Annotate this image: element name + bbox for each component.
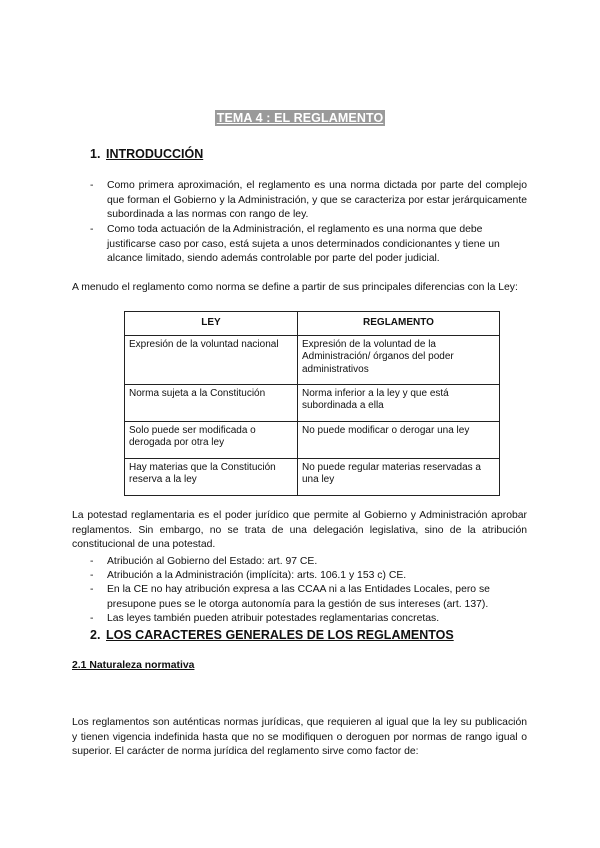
table-cell: Solo puede ser modificada o derogada por otra ley — [125, 421, 298, 458]
table-cell: Expresión de la voluntad de la Administración/ órganos del poder administrativos — [298, 335, 500, 384]
list-item — [90, 223, 527, 267]
table-row — [125, 335, 500, 384]
bullet-dash: - — [90, 556, 94, 567]
attribution-bullet-4: Las leyes también pueden atribuir potestades reglamentarias concretas. — [107, 613, 440, 624]
document-title-text: TEMA 4 : EL REGLAMENTO — [216, 111, 384, 125]
table-intro-paragraph: A menudo el reglamento como norma se define a partir de sus principales diferencias con la Ley: — [72, 282, 518, 293]
table-cell: Norma inferior a la ley y que está subordinada a ella — [298, 384, 500, 421]
naturaleza-paragraph: Los reglamentos son auténticas normas jurídicas, que requieren al igual que la ley su publicación y tienen vigencia indefinida hasta que no se modifiquen o deroguen por normas de rango igual o superior. El carácter de norma jurídica del reglamento sirve como factor de: — [72, 717, 527, 757]
table-cell: Expresión de la voluntad nacional — [125, 335, 298, 384]
attribution-bullet-2: Atribución a la Administración (implícita): arts. 106.1 y 153 c) CE. — [107, 570, 407, 581]
section-2-title: LOS CARACTERES GENERALES DE LOS REGLAMENTOS — [106, 628, 454, 642]
section-1-number: 1. — [90, 147, 101, 161]
list-item — [90, 179, 527, 223]
bullet-dash: - — [90, 180, 94, 191]
table-cell: No puede modificar o derogar una ley — [298, 421, 500, 458]
section-1-heading — [90, 147, 203, 161]
document-title — [0, 109, 600, 127]
intro-bullet-2: Como toda actuación de la Administración, el reglamento es una norma que debe justificarse caso por caso, está sujeta a unos determinados condicionantes y tiene un alcance limitado, siendo además controlable por parte del poder judicial. — [107, 224, 500, 264]
table-cell: No puede regular materias reservadas a una ley — [298, 458, 500, 495]
section-2-number: 2. — [90, 628, 101, 642]
section-1-title: INTRODUCCIÓN — [106, 147, 204, 161]
subsection-2-1-heading: 2.1 Naturaleza normativa — [72, 660, 195, 671]
intro-bullet-1: Como primera aproximación, el reglamento es una norma dictada por parte del complejo que forman el Gobierno y la Administración, y que se caracteriza por estar jerárquicamente subordinada a las normas con rango de ley. — [107, 180, 527, 220]
attribution-bullet-1: Atribución al Gobierno del Estado: art. 97 CE. — [107, 556, 318, 567]
table-header-row — [125, 312, 500, 336]
table-row — [125, 458, 500, 495]
bullet-dash: - — [90, 224, 94, 235]
list-item — [90, 612, 527, 627]
table-cell: Norma sujeta a la Constitución — [125, 384, 298, 421]
bullet-dash: - — [90, 584, 94, 595]
table-cell: Hay materias que la Constitución reserva a la ley — [125, 458, 298, 495]
table-header-reglamento: REGLAMENTO — [298, 312, 500, 336]
bullet-dash: - — [90, 570, 94, 581]
attribution-bullet-3: En la CE no hay atribución expresa a las CCAA ni a las Entidades Locales, pero se presupone pues se le otorga autonomía para la gestión de sus intereses (art. 137). — [107, 584, 490, 610]
section-2-heading — [90, 628, 454, 642]
list-item — [90, 583, 527, 612]
potestad-paragraph: La potestad reglamentaria es el poder jurídico que permite al Gobierno y Administración aprobar reglamentos. Sin embargo, no se trata de una delegación legislativa, sino de la atribución constitucional de una potestad. — [72, 510, 527, 550]
list-item — [90, 555, 527, 570]
table-row — [125, 421, 500, 458]
table-header-ley: LEY — [125, 312, 298, 336]
list-item — [90, 569, 527, 584]
comparison-table — [124, 311, 500, 496]
table-row — [125, 384, 500, 421]
bullet-dash: - — [90, 613, 94, 624]
